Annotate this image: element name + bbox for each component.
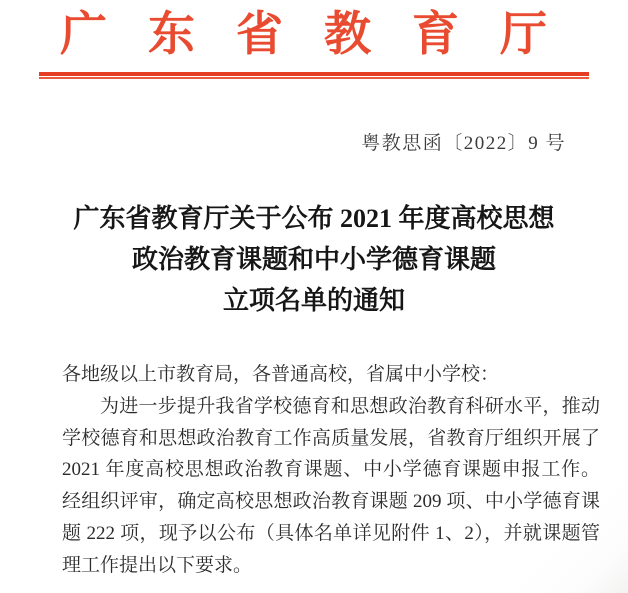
salutation-line: 各地级以上市教育局，各普通高校，省属中小学校： (62, 364, 500, 385)
document-number: 粤教思函〔2022〕9 号 (361, 133, 566, 154)
title-line-1: 广东省教育厅关于公布 2021 年度高校思想 (73, 204, 555, 233)
masthead-divider-rule (39, 72, 589, 79)
body-line: 学校德育和思想政治教育工作高质量发展，省教育厅组织开展了 (62, 427, 600, 449)
body-line: 为进一步提升我省学校德育和思想政治教育科研水平，推动 (100, 395, 600, 417)
title-line-2: 政治教育课题和中小学德育课题 (131, 245, 496, 274)
document-page (0, 6, 628, 593)
body-line: 题 222 项，现予以公布（具体名单详见附件 1、2），并就课题管 (62, 522, 600, 544)
body-line: 理工作提出以下要求。 (62, 554, 253, 576)
agency-name: 广东省教育厅 (60, 9, 588, 61)
title-line-3: 立项名单的通知 (222, 286, 405, 315)
document-title (0, 198, 628, 321)
body-line: 经组织评审，确定高校思想政治教育课题 209 项、中小学德育课 (62, 491, 600, 513)
document-body (62, 359, 600, 582)
body-line: 2021 年度高校思想政治教育课题、中小学德育课题申报工作。 (62, 459, 600, 481)
document-masthead (0, 6, 628, 79)
